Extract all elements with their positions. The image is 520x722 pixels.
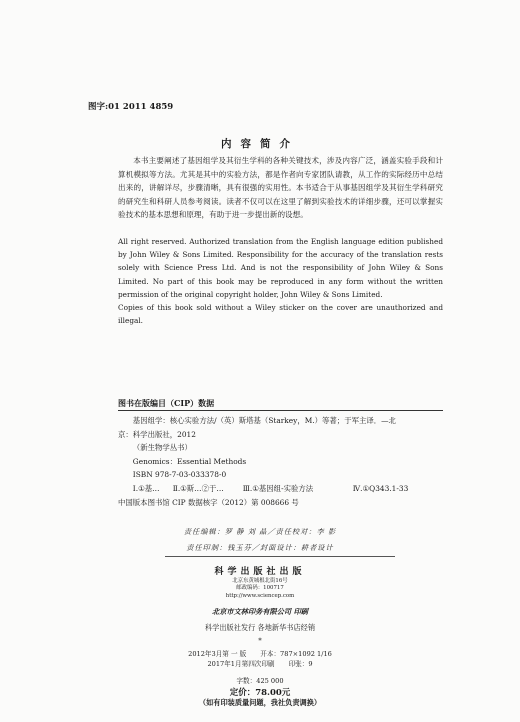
cip-top-divider <box>118 410 443 411</box>
sheet-count: 印张：9 <box>288 659 313 668</box>
printer: 北京市文林印务有限公司 印刷 <box>212 607 308 616</box>
rights-notice <box>118 235 443 327</box>
format-size: 开本：787×1092 1/16 <box>260 650 332 658</box>
quality-notice: （如有印装质量问题，我社负责调换） <box>198 698 322 707</box>
cip-classifications <box>118 482 448 496</box>
publisher-website: http://www.sciencep.com <box>225 592 295 599</box>
distribution: 科学出版社发行 各地新华书店经销 <box>204 623 316 632</box>
postal-code: 邮政编码：100717 <box>236 585 284 592</box>
price: 定价：78.00元 <box>229 688 291 698</box>
registration-number: 图字:01 2011 4859 <box>88 102 174 112</box>
address-line: 北京东黄城根北街16号 <box>232 578 288 584</box>
cip-data-block <box>118 414 448 509</box>
cip-data-number: 中国版本图书馆 CIP 数据核字（2012）第 008666 号 <box>118 497 299 507</box>
cip-heading: 图书在版编目（CIP）数据 <box>118 398 215 408</box>
cip-title-line: 基因组学：核心实验方法/（英）斯塔基（Starkey，M.）等著；于军主译．—北 <box>132 416 396 425</box>
printing-date: 2017年1月第四次印刷 <box>207 659 275 668</box>
rights-paragraph: Copies of this book sold without a Wiley sticker on the cover are unauthorized and illegal. <box>118 303 443 326</box>
responsible-print-and-cover: 责任印制：钱玉芬／封面设计：耕者设计 <box>186 543 334 552</box>
responsible-editors: 责任编辑：罗 静 刘 晶／责任校对：李 影 <box>183 527 337 536</box>
summary-body: 本书主要阐述了基因组学及其衍生学科的各种关键技术，涉及内容广泛，涵盖实验手段和计算机模拟等方法。尤其是其中的实验方法，都是作者向专家团队请教，从工作的实际经历中总结出来的，讲解详尽，步骤清晰，具有很强的实用性。本书适合于从事基因组学及其衍生学科研究的研究生和科研人员参考阅读。读者不仅可以在这里了解到实验技术的详细步骤，还可以掌握实验技术的基本思想和原理，有助于进一步提出新的设想。 <box>118 156 443 220</box>
publisher-address <box>0 578 520 600</box>
cip-series: （新生物学丛书） <box>132 443 192 453</box>
colophon-divider <box>165 556 395 557</box>
cip-isbn: ISBN 978-7-03-033378-0 <box>132 470 227 480</box>
cip-class-item: Ⅳ.①Q343.1-33 <box>352 483 409 493</box>
cip-title-line-cont: 京：科学出版社，2012 <box>118 429 196 439</box>
separator-asterisk: * <box>258 637 262 645</box>
word-count: 字数：425 000 <box>236 677 284 685</box>
cip-class-item: Ⅲ.①基因组-实验方法 <box>242 483 314 493</box>
cip-class-item: Ⅱ.①斯…②于… <box>172 483 224 493</box>
publisher: 科学出版社出版 <box>214 567 306 577</box>
edition-date: 2012年3月第 一 版 <box>188 650 247 658</box>
summary-title: 内容简介 <box>221 138 299 150</box>
rights-paragraph: All right reserved. Authorized translation from the English language edition published by John Wiley & Sons Limited. Responsibility for the accuracy of the translation rests solely with Science Press Ltd. And is not the responsibility of John Wiley & Sons Limited. No part of this book may be reproduced in any form without the written permission of the original copyright holder, John Wiley & Sons Limited. <box>118 237 443 299</box>
edition-info <box>0 650 520 669</box>
cip-class-item: Ⅰ.①基… <box>132 483 160 493</box>
cip-original-title: Genomics：Essential Methods <box>132 456 247 466</box>
